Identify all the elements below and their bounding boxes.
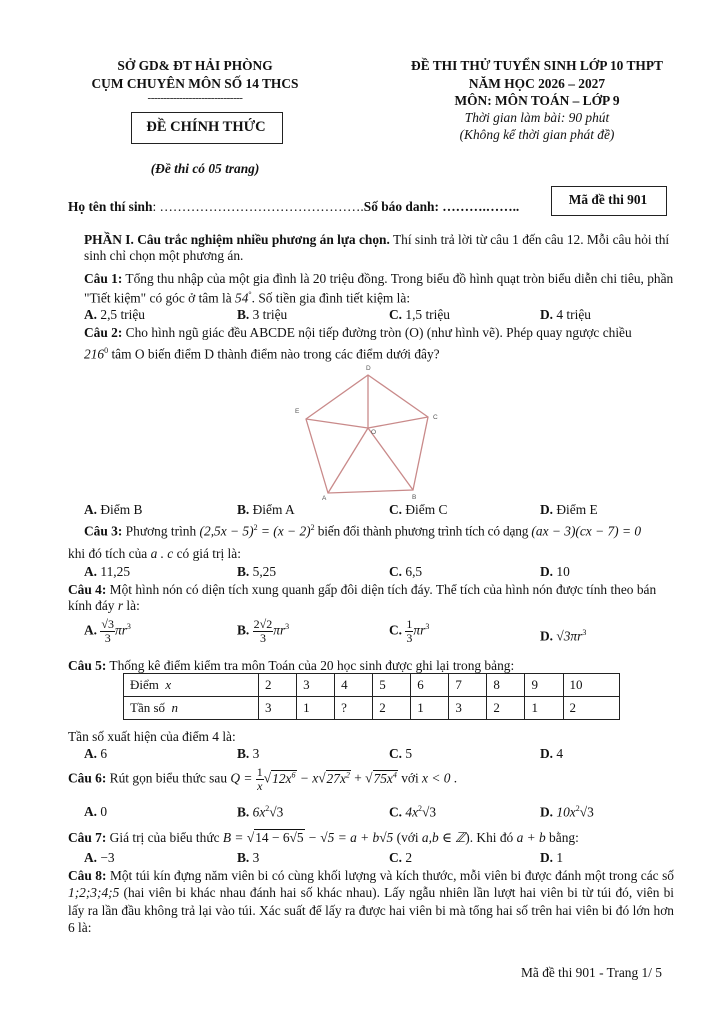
q3-eq-left: (2,5x − 5) xyxy=(199,523,254,539)
q2-degree: 0 xyxy=(104,346,109,355)
q2-option-a[interactable]: A. Điểm B xyxy=(84,502,143,517)
q3-text-b: biến đổi thành phương trình tích có dạng xyxy=(314,523,532,539)
question-1 xyxy=(84,271,674,307)
q1-text-a: Tổng thu nhập của một gia đình là 20 triệu đồng. Trong biểu đồ hình quạt tròn biểu diễn chi tiêu, phần "Tiết kiệm" có góc ở tâm là xyxy=(84,271,674,306)
q4-text-a: Một hình nón có diện tích xung quanh gấp đôi diện tích đáy. Thể tích của hình nón được tính theo bán kính đáy xyxy=(68,582,657,614)
page-footer: Mã đề thi 901 - Trang 1/ 5 xyxy=(521,965,662,980)
table-cell: 9 xyxy=(525,674,563,697)
table-cell: 5 xyxy=(373,674,411,697)
q6-option-b[interactable]: B. $6x^2√3$ xyxy=(237,804,284,820)
question-5: Câu 5: Thống kê điểm kiểm tra môn Toán của 20 học sinh được ghi lại trong bảng: xyxy=(68,658,515,673)
question-7: Câu 7: Giá trị của biểu thức B = √14 − 6√5 − √5 = a + b√5 (với a,b ∈ ℤ). Khi đó a + b bằng: xyxy=(68,830,579,845)
question-2 xyxy=(84,325,674,341)
official-label: ĐỀ CHÍNH THỨC xyxy=(146,119,266,135)
q6-option-d[interactable]: D. $10x^2√3$ xyxy=(540,804,594,820)
q1-option-c[interactable]: C. 1,5 triệu xyxy=(389,307,451,322)
label-b: B xyxy=(412,494,417,501)
part1-instruction: Thí sinh trả lời từ câu 1 đến câu 12. Mỗi câu hỏi thí sinh chỉ chọn một phương án. xyxy=(84,232,670,264)
table-cell: 2 xyxy=(487,697,525,720)
table-cell: 7 xyxy=(449,674,487,697)
q2-text-b: tâm O biến điểm D thành điểm nào trong các điểm dưới đây? xyxy=(108,346,440,362)
pentagon-figure xyxy=(288,362,450,502)
q3-ac: a . c xyxy=(150,546,174,561)
label-e: E xyxy=(295,408,300,415)
q3-option-a[interactable]: A. 11,25 xyxy=(84,564,131,579)
score-table xyxy=(123,673,620,720)
table-cell: 3 xyxy=(259,697,297,720)
table-cell: 2 xyxy=(373,697,411,720)
cluster-name: CỤM CHUYÊN MÔN SỐ 14 THCS xyxy=(91,76,299,91)
time-limit: Thời gian làm bài: 90 phút xyxy=(464,110,610,125)
q7-label: Câu 7: xyxy=(68,830,107,845)
q4-option-d[interactable]: D. $√3\pi r^3$ xyxy=(540,628,587,644)
q4-option-c[interactable]: C. $\frac{1}{3}$ $\pi r^3$ xyxy=(389,617,430,645)
header-rule: ------------------------------ xyxy=(147,92,243,104)
q5-after: Tần số xuất hiện của điểm 4 là: xyxy=(68,729,236,744)
table-cell: ? xyxy=(335,697,373,720)
label-c: C xyxy=(433,414,438,421)
school-year: NĂM HỌC 2026 – 2027 xyxy=(468,76,606,91)
q3-text-a: Phương trình xyxy=(122,523,200,539)
name-dots: : ………………………………………. xyxy=(152,199,364,214)
q3-option-b[interactable]: B. 5,25 xyxy=(237,564,277,579)
label-o: O xyxy=(371,429,377,436)
q3-square-1: 2 xyxy=(253,523,258,532)
q5-option-d[interactable]: D. 4 xyxy=(540,746,564,761)
table-cell: 4 xyxy=(335,674,373,697)
table-cell: 10 xyxy=(563,674,620,697)
table-row xyxy=(124,697,620,720)
table-cell: 1 xyxy=(411,697,449,720)
table-cell: 1 xyxy=(297,697,335,720)
q3-square-2: 2 xyxy=(310,523,315,532)
q4-option-a[interactable]: A. $\frac{√3}{3}$ $\pi r^3$ xyxy=(84,617,131,645)
question-3 xyxy=(84,523,641,539)
q4-var: r xyxy=(117,598,124,614)
q4-option-b[interactable]: B. $\frac{2√2}{3}$ $\pi r^3$ xyxy=(237,617,290,645)
label-d: D xyxy=(366,365,371,372)
q2-text-a: Cho hình ngũ giác đều ABCDE nội tiếp đường tròn (O) (như hình vẽ). Phép quay ngược chiều xyxy=(122,325,632,340)
table-cell: 6 xyxy=(411,674,449,697)
row-header-frequency: Tần số n xyxy=(124,697,259,720)
dept-name: SỞ GD& ĐT HẢI PHÒNG xyxy=(117,58,273,73)
q2-option-b[interactable]: B. Điểm A xyxy=(237,502,295,517)
label-a: A xyxy=(322,495,327,502)
q8-label: Câu 8: xyxy=(68,868,107,883)
question-2-line2 xyxy=(84,343,674,363)
id-dots: ……….…….. xyxy=(442,199,520,214)
q2-angle: 216 xyxy=(84,346,105,362)
q2-option-d[interactable]: D. Điểm E xyxy=(540,502,598,517)
q7-option-d[interactable]: D. 1 xyxy=(540,850,564,865)
q1-angle: 54 xyxy=(235,290,249,306)
q6-option-a[interactable]: A. 0 xyxy=(84,804,108,819)
q1-option-a[interactable]: A. 2,5 triệu xyxy=(84,307,146,322)
table-cell: 1 xyxy=(525,697,563,720)
exam-code: Mã đề thi 901 xyxy=(568,192,648,207)
q3-eq-product: (ax − 3)(cx − 7) = 0 xyxy=(531,523,642,539)
row-header-score: Điểm x xyxy=(124,674,259,697)
q1-degree: ° xyxy=(248,290,252,300)
table-cell: 3 xyxy=(297,674,335,697)
exam-title: ĐỀ THI THỬ TUYỂN SINH LỚP 10 THPT xyxy=(411,58,663,73)
time-note: (Không kể thời gian phát đề) xyxy=(459,127,615,142)
q1-option-d[interactable]: D. 4 triệu xyxy=(540,307,591,322)
q7-option-b[interactable]: B. 3 xyxy=(237,850,260,865)
q5-label: Câu 5: xyxy=(68,658,107,673)
table-cell: 2 xyxy=(259,674,297,697)
table-cell: 3 xyxy=(449,697,487,720)
q3-label: Câu 3: xyxy=(84,523,123,539)
q2-option-c[interactable]: C. Điểm C xyxy=(389,502,448,517)
table-cell: 8 xyxy=(487,674,525,697)
part1-title: PHẦN I. Câu trắc nghiệm nhiều phương án lựa chọn. xyxy=(84,232,390,247)
q3-option-d[interactable]: D. 10 xyxy=(540,564,570,579)
q5-option-a[interactable]: A. 6 xyxy=(84,746,108,761)
question-4: Câu 4: Một hình nón có diện tích xung quanh gấp đôi diện tích đáy. Thể tích của hình nón được tính theo bán kính đáy r là: xyxy=(68,582,657,614)
subject: MÔN: MÔN TOÁN – LỚP 9 xyxy=(454,93,620,108)
candidate-line xyxy=(68,199,519,215)
question-3-line2: khi đó tích của a . c có giá trị là: xyxy=(68,546,241,561)
question-8: Câu 8: Một túi kín đựng năm viên bi có cùng khối lượng và kích thước, mỗi viên bi được đánh một trong các số 1;2;3;4;5 (hai viên bi khác nhau đánh hai số khác nhau). Lấy ngẫu nhiên lần lượt hai viên bi từ túi đó, viên bi lấy ra lần đầu không trả lại vào túi. Xác suất để lấy ra được hai viên bi mà tổng hai số trên hai viên bi đó lớn hơn 6 là: xyxy=(68,868,674,936)
q7-option-c[interactable]: C. 2 xyxy=(389,850,413,865)
table-row xyxy=(124,674,620,697)
table-cell: 2 xyxy=(563,697,620,720)
q1-label: Câu 1: xyxy=(84,271,123,286)
part1-heading xyxy=(84,232,674,264)
q2-label: Câu 2: xyxy=(84,325,123,340)
id-label: Số báo danh: xyxy=(363,199,443,214)
q6-option-c[interactable]: C. $4x^2√3$ xyxy=(389,804,437,820)
pentagon-outline xyxy=(306,375,428,493)
question-6: Câu 6: Rút gọn biểu thức sau Q = $\frac{1}{x}$ $√12x^6 - x√27x^2 + √75x^4$ với x < 0 . xyxy=(68,765,458,793)
q5-option-b[interactable]: B. 3 xyxy=(237,746,260,761)
name-label: Họ tên thí sinh xyxy=(68,199,153,214)
pages-note: (Đề thi có 05 trang) xyxy=(150,161,260,176)
q5-option-c[interactable]: C. 5 xyxy=(389,746,413,761)
q1-text-b: . Số tiền gia đình tiết kiệm là: xyxy=(251,290,411,306)
q7-option-a[interactable]: A. −3 xyxy=(84,850,115,865)
q6-label: Câu 6: xyxy=(68,770,107,786)
q3-option-c[interactable]: C. 6,5 xyxy=(389,564,423,579)
q4-label: Câu 4: xyxy=(68,582,107,597)
q1-option-b[interactable]: B. 3 triệu xyxy=(237,307,288,322)
q3-eq-right: = (x − 2) xyxy=(257,523,311,539)
